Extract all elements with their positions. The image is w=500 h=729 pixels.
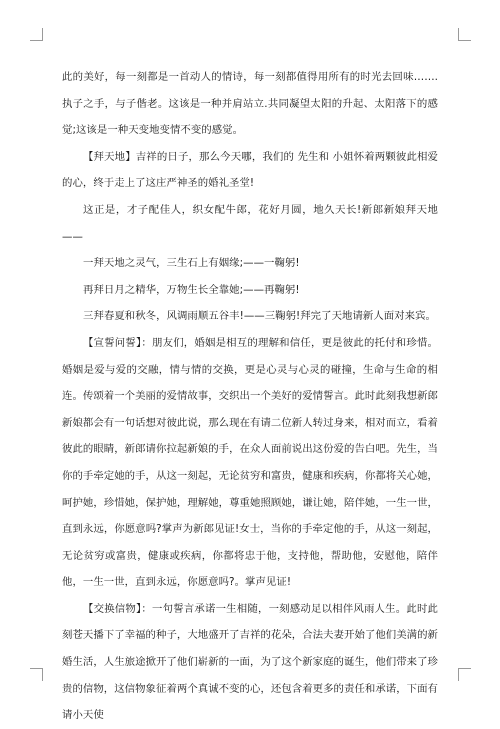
paragraph: 【交换信物】：一句誓言承诺一生相随，一刻感动足以相伴风雨人生。此时此刻苍天播下了幸福的种子，大地盛开了吉祥的花朵，合法夫妻开始了他们美满的新婚生活，人生旅途掀开了他们崭新的一面，为了这个新家庭的诞生，他们带来了珍贵的信物，这信物象征着两个真诚不变的心，还包含着更多的责任和承诺，下面有请小天使	[62, 602, 438, 722]
crop-mark-top-right	[458, 28, 471, 41]
crop-mark-bottom-left	[30, 668, 43, 681]
paragraph: 【拜天地】吉祥的日子，那么今天哪，我们的 先生和 小姐怀着两颗彼此相爱的心，终于走上了这庄严神圣的婚礼圣堂!	[62, 150, 438, 190]
paragraph: 再拜日月之精华，万物生长全靠她;——再鞠躬!	[83, 283, 300, 296]
paragraph: 【宣誓问誓】：朋友们，婚姻是相互的理解和信任，更是彼此的托付和珍惜。婚姻是爱与爱的交融，情与情的交换，更是心灵与心灵的碰撞，生命与生命的相连。传颂着一个美丽的爱情故事，交织出一个美好的爱情誓言。此时此刻我想新郎新娘都会有一句话想对彼此说，那么现在有请二位新人转过身来，相对而立，看着彼此的眼睛，新郎请你拉起新娘的手，在众人面前说出这份爱的告白吧。先生，当你的手牵定她的手，从这一刻起，无论贫穷和富贵，健康和疾病，你都将关心她，呵护她，珍惜她，保护她，理解她，尊重她照顾她，谦让她，陪伴她，一生一世，直到永远，你愿意吗?掌声为新郎见证!女士，当你的手牵定他的手，从这一刻起，无论贫穷或富贵，健康或疾病，你都将忠于他，支持他，帮助他，安慰他，陪伴他，一生一世，直到永远，你愿意吗?。掌声见证!	[62, 336, 438, 589]
paragraph: 这正是，才子配佳人，织女配牛郎，花好月圆，地久天长!新郎新娘拜天地——	[62, 203, 438, 243]
document-body	[62, 64, 438, 729]
paragraph: 三拜春夏和秋冬，风调雨顺五谷丰!——三鞠躬!拜完了天地请新人面对来宾。	[83, 310, 436, 323]
paragraph: 此的美好，每一刻都是一首动人的情诗，每一刻都值得用所有的时光去回味…….执子之手，与子偕老。这该是一种并肩站立.共同凝望太阳的升起、太阳落下的感觉;这该是一种天变地变情不变的感觉。	[62, 71, 438, 137]
crop-mark-top-left	[30, 28, 43, 41]
crop-mark-bottom-right	[458, 668, 471, 681]
paragraph: 一拜天地之灵气，三生石上有姻缘;——一鞠躬!	[83, 257, 300, 270]
